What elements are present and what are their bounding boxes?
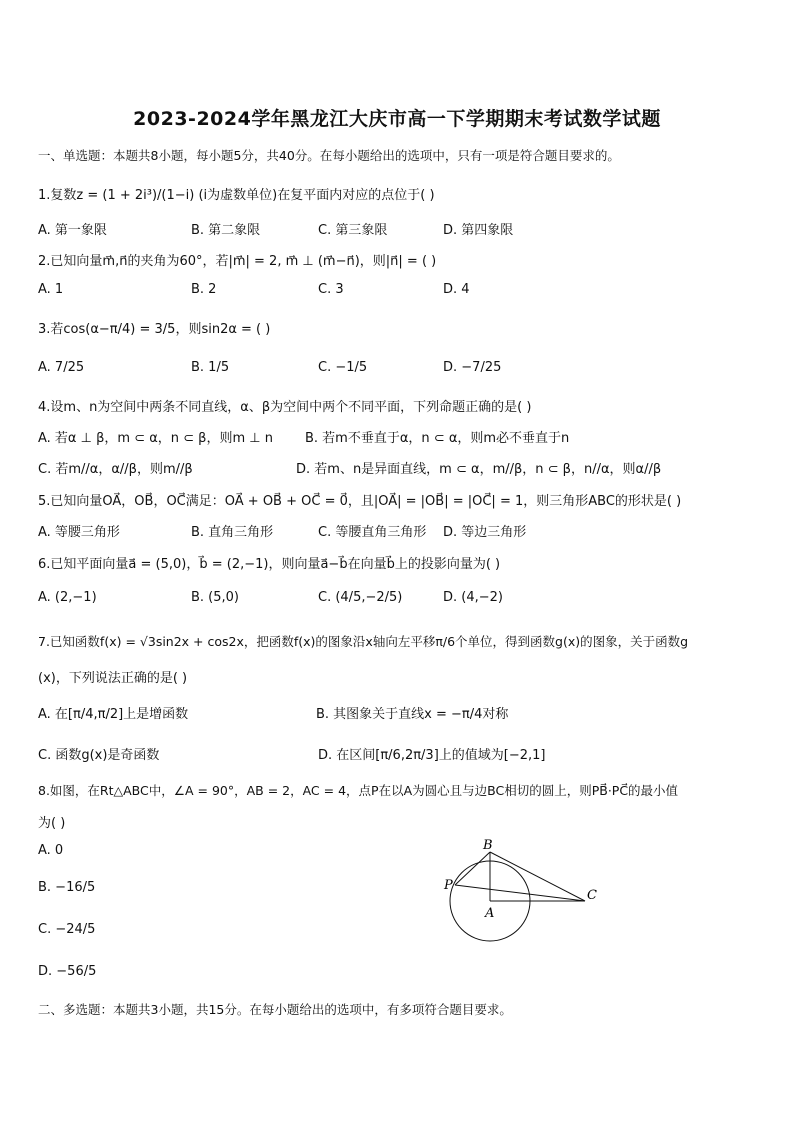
question-8-option-d[interactable]: D. −56/5 [38, 964, 97, 979]
question-7-stem-line-2: (x)，下列说法正确的是( ) [38, 671, 188, 686]
question-5-stem: 5.已知向量OA⃗，OB⃗，OC⃗满足：OA⃗ + OB⃗ + OC⃗ = 0⃗，且|OA⃗| = |OB⃗| = |OC⃗| = 1，则三角形ABC的形状是( ) [38, 494, 682, 509]
section-single-choice: 一、单选题：本题共8小题，每小题5分，共40分。在每小题给出的选项中，只有一项是符合题目要求的。 [38, 148, 620, 163]
label-c: C [587, 888, 597, 903]
question-1-stem: 1.复数z = (1 + 2i³)/(1−i) (i为虚数单位)在复平面内对应的点位于( ) [38, 188, 435, 203]
label-a: A [485, 906, 495, 921]
question-8-option-c[interactable]: C. −24/5 [38, 922, 96, 937]
page-title: 2023-2024学年黑龙江大庆市高一下学期期末考试数学试题 [133, 108, 661, 130]
question-3-option-d[interactable]: D. −7/25 [443, 360, 502, 375]
question-4-option-d[interactable]: D. 若m、n是异面直线，m ⊂ α，m//β，n ⊂ β，n//α，则α//β [296, 462, 662, 477]
question-6-option-a[interactable]: A. (2,−1) [38, 590, 97, 605]
question-4-option-a[interactable]: A. 若α ⊥ β，m ⊂ α，n ⊂ β，则m ⊥ n [38, 431, 273, 446]
segment-pb [455, 852, 490, 885]
question-3-option-c[interactable]: C. −1/5 [318, 360, 368, 375]
question-6-option-d[interactable]: D. (4,−2) [443, 590, 503, 605]
question-7-option-c[interactable]: C. 函数g(x)是奇函数 [38, 748, 160, 763]
question-8-option-a[interactable]: A. 0 [38, 843, 64, 858]
section-multiple-choice: 二、多选题：本题共3小题，共15分。在每小题给出的选项中，有多项符合题目要求。 [38, 1002, 512, 1017]
question-5-option-c[interactable]: C. 等腰直角三角形 [318, 525, 427, 540]
question-7-stem-line-1: 7.已知函数f(x) = √3sin2x + cos2x，把函数f(x)的图象沿x轴向左平移π/6个单位，得到函数g(x)的图象，关于函数g [38, 634, 689, 649]
question-3-stem: 3.若cos(α−π/4) = 3/5，则sin2α = ( ) [38, 322, 271, 337]
question-6-stem: 6.已知平面向量a⃗ = (5,0)，b⃗ = (2,−1)，则向量a⃗−b⃗在向量b⃗上的投影向量为( ) [38, 557, 501, 572]
question-2-option-b[interactable]: B. 2 [191, 282, 217, 297]
question-5-option-a[interactable]: A. 等腰三角形 [38, 525, 120, 540]
question-3-option-a[interactable]: A. 7/25 [38, 360, 85, 375]
question-5-option-d[interactable]: D. 等边三角形 [443, 525, 527, 540]
question-4-stem: 4.设m、n为空间中两条不同直线，α、β为空间中两个不同平面，下列命题正确的是( ) [38, 400, 532, 415]
question-1-option-a[interactable]: A. 第一象限 [38, 223, 107, 238]
geometry-figure [440, 835, 600, 950]
question-7-option-a[interactable]: A. 在[π/4,π/2]上是增函数 [38, 707, 189, 722]
question-1-option-b[interactable]: B. 第二象限 [191, 223, 261, 238]
label-b: B [483, 838, 493, 853]
question-2-option-c[interactable]: C. 3 [318, 282, 344, 297]
question-8-stem-line-1: 8.如图，在Rt△ABC中，∠A = 90°，AB = 2，AC = 4，点P在以A为圆心且与边BC相切的圆上，则PB⃗·PC⃗的最小值 [38, 783, 679, 798]
question-1-option-c[interactable]: C. 第三象限 [318, 223, 388, 238]
question-4-option-c[interactable]: C. 若m//α，α//β，则m//β [38, 462, 193, 477]
segment-bc [490, 852, 585, 901]
label-p: P [444, 878, 453, 893]
question-5-option-b[interactable]: B. 直角三角形 [191, 525, 274, 540]
question-2-option-a[interactable]: A. 1 [38, 282, 64, 297]
question-8-stem-line-2: 为( ) [38, 816, 66, 831]
question-6-option-c[interactable]: C. (4/5,−2/5) [318, 590, 403, 605]
question-8-option-b[interactable]: B. −16/5 [38, 880, 96, 895]
question-2-stem: 2.已知向量m⃗,n⃗的夹角为60°，若|m⃗| = 2, m⃗ ⊥ (m⃗−n⃗)，则|n⃗| = ( ) [38, 254, 437, 269]
question-7-option-d[interactable]: D. 在区间[π/6,2π/3]上的值域为[−2,1] [318, 748, 546, 763]
question-3-option-b[interactable]: B. 1/5 [191, 360, 230, 375]
segment-pc [455, 885, 585, 901]
question-2-option-d[interactable]: D. 4 [443, 282, 470, 297]
question-7-option-b[interactable]: B. 其图象关于直线x = −π/4对称 [316, 707, 509, 722]
question-6-option-b[interactable]: B. (5,0) [191, 590, 240, 605]
question-1-option-d[interactable]: D. 第四象限 [443, 223, 514, 238]
question-4-option-b[interactable]: B. 若m不垂直于α，n ⊂ α，则m必不垂直于n [305, 431, 570, 446]
